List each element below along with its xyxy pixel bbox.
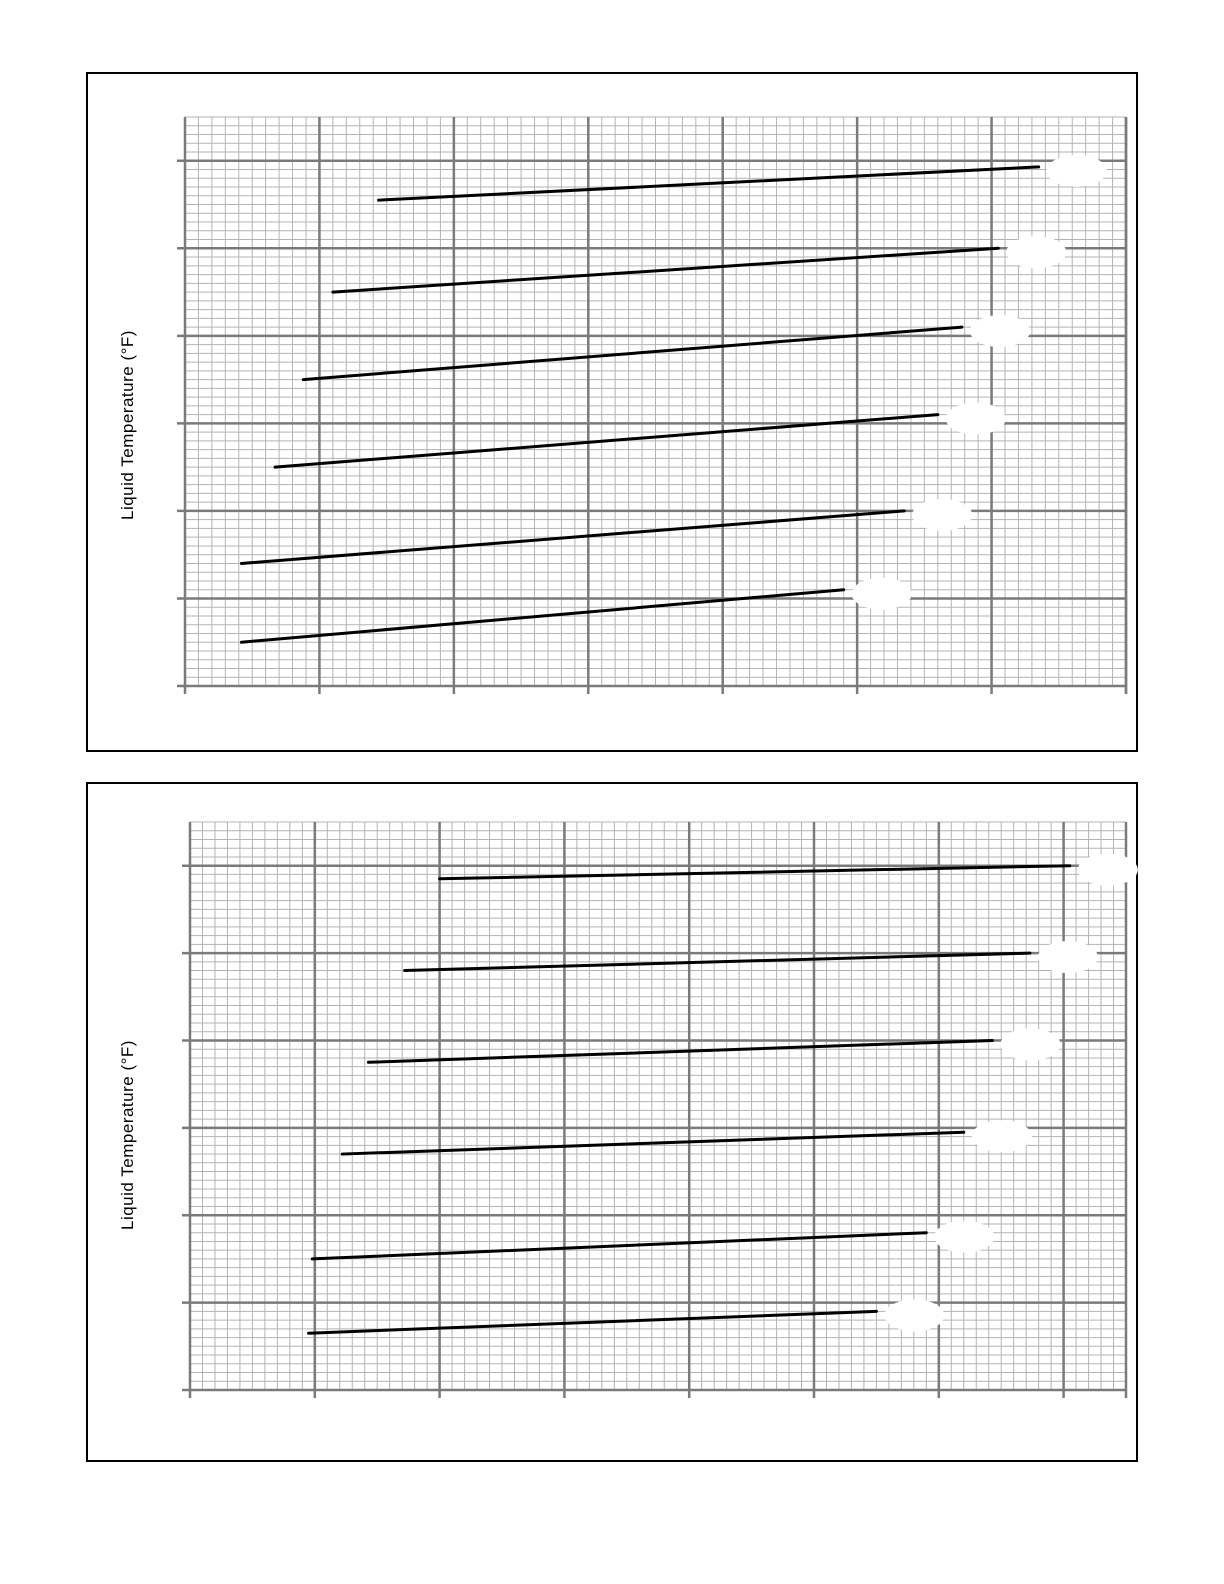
series-line-3	[342, 1132, 964, 1154]
series-line-1	[309, 1311, 877, 1333]
series-label-patch	[852, 578, 912, 610]
series-label-patch	[884, 1299, 944, 1331]
series-label-patch	[1038, 941, 1098, 973]
series-label-patch	[1006, 236, 1066, 268]
series-line-4	[368, 1040, 992, 1062]
series-line-6	[379, 167, 1039, 200]
series-label-patch	[1078, 854, 1138, 886]
series-line-2	[312, 1233, 926, 1259]
series-label-patch	[1047, 155, 1107, 187]
series-label-patch	[1000, 1028, 1060, 1060]
series-label-patch	[970, 315, 1030, 347]
y-axis-label: Liquid Temperature (°F)	[118, 1040, 137, 1230]
series-label-patch	[972, 1120, 1032, 1152]
series-label-patch	[934, 1221, 994, 1253]
series-line-5	[333, 248, 998, 292]
series-label-patch	[946, 403, 1006, 435]
series-label-patch	[912, 499, 972, 531]
y-axis-label: Liquid Temperature (°F)	[118, 330, 137, 520]
series-line-6	[440, 866, 1070, 879]
